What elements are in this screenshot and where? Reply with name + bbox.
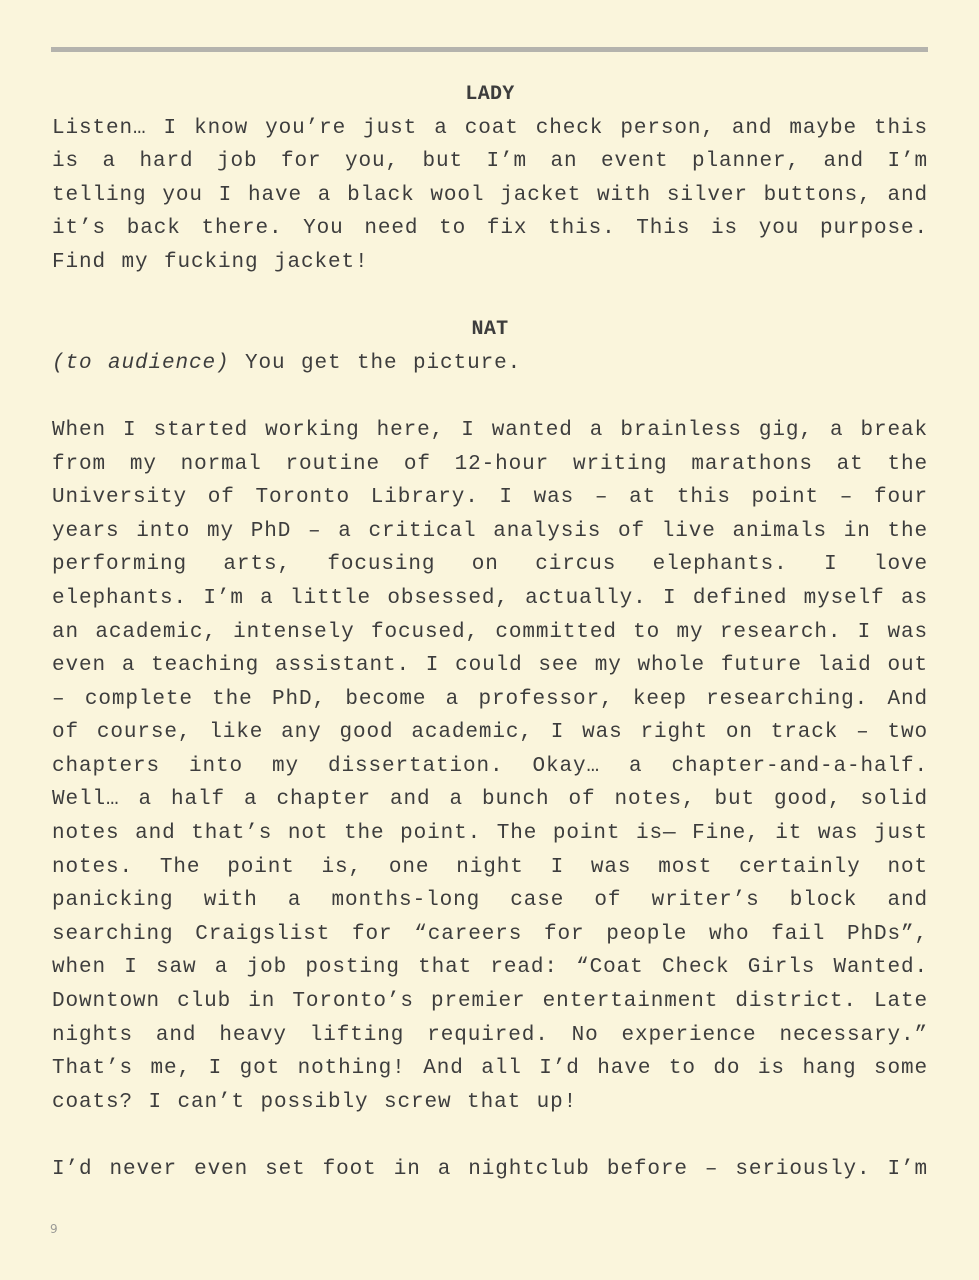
- spacer: [52, 380, 928, 414]
- top-rule: [51, 47, 928, 52]
- nat-dialogue-line: [52, 347, 928, 381]
- spacer: [52, 1119, 928, 1153]
- nat-aside-text: You get the picture.: [229, 351, 522, 375]
- nat-paragraph-1: When I started working here, I wanted a brainless gig, a break from my normal routine of 12-hour writing marathons at the University of Toronto Library. I was – at this point – four years into my PhD – a critical analysis of live animals in the performing arts, focusing on circus elephants. I love elephants. I’m a little obsessed, actually. I defined myself as an academic, intensely focused, committed to my research. I was even a teaching assistant. I could see my whole future laid out – complete the PhD, become a professor, keep researching. And of course, like any good academic, I was right on track – two chapters into my dissertation. Okay… a chapter-and-a-half. Well… a half a chapter and a bunch of notes, but good, solid notes and that’s not the point. The point is— Fine, it was just notes. The point is, one night I was most certainly not panicking with a months-long case of writer’s block and searching Craigslist for “careers for people who fail PhDs”, when I saw a job posting that read: “Coat Check Girls Wanted. Downtown club in Toronto’s premier entertainment district. Late nights and heavy lifting required. No experience necessary.” That’s me, I got nothing! And all I’d have to do is hang some coats? I can’t possibly screw that up!: [52, 418, 928, 1114]
- lady-dialogue: Listen… I know you’re just a coat check person, and maybe this is a hard job for you, but I’m an event planner, and I’m telling you I have a black wool jacket with silver buttons, and it’s back there. You need to fix this. This is you purpose. Find my fucking jacket!: [52, 116, 928, 274]
- spacer: [52, 280, 928, 314]
- parenthetical: (to audience): [52, 351, 230, 375]
- script-page: [52, 78, 928, 1187]
- speaker-lady: LADY: [465, 83, 515, 106]
- nat-paragraph-2: I’d never even set foot in a nightclub before – seriously. I’m: [52, 1158, 928, 1181]
- page-number: 9: [50, 1222, 58, 1236]
- speaker-nat: NAT: [471, 318, 509, 342]
